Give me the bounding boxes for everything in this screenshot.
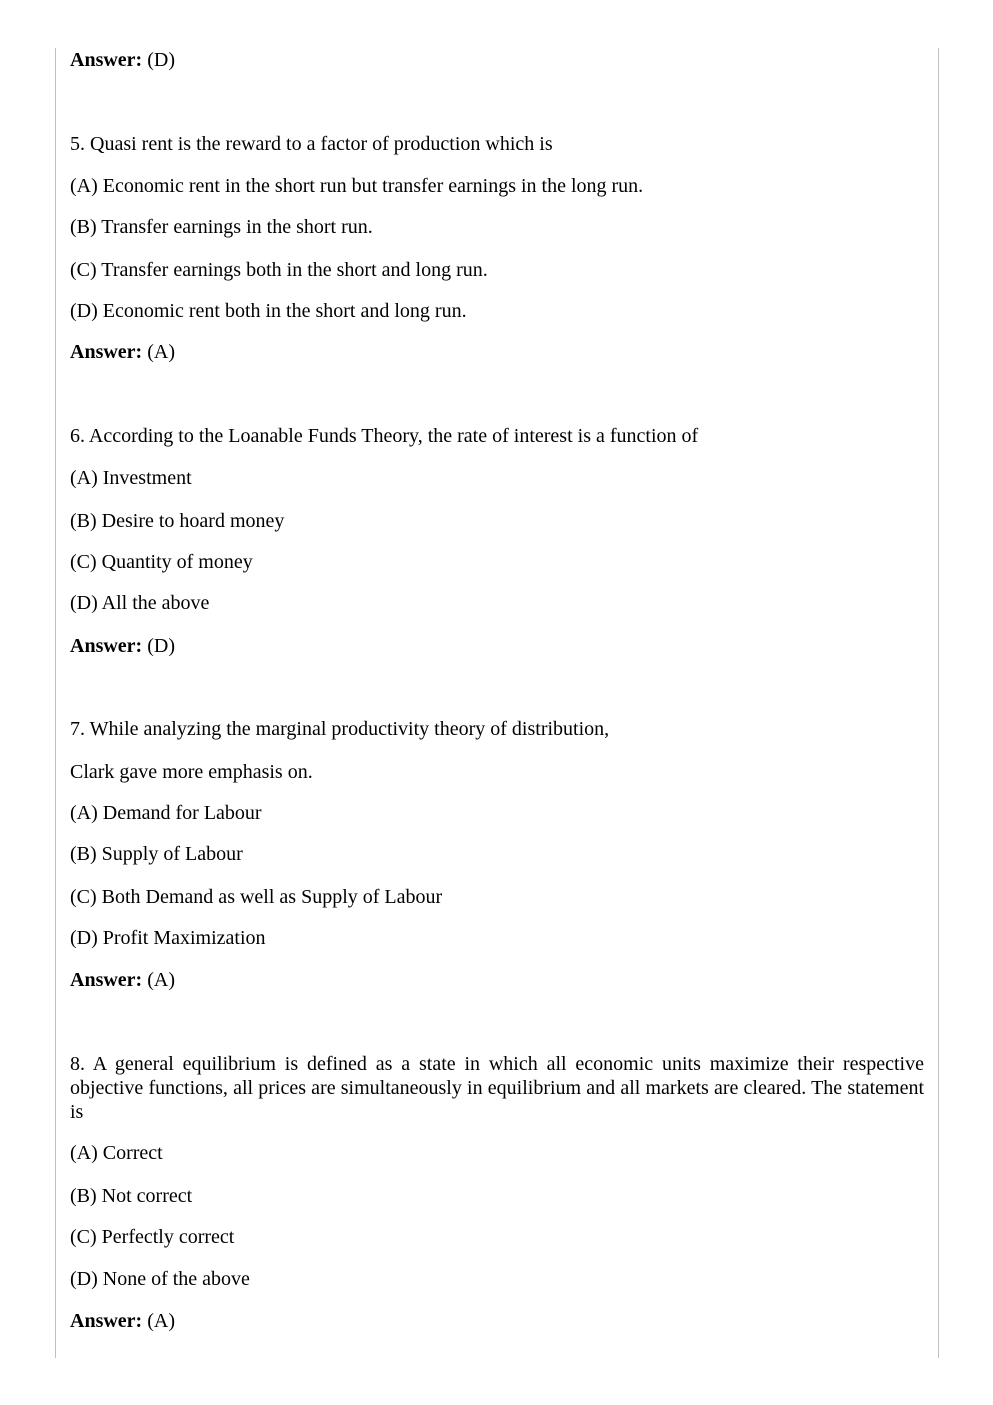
- answer-label: Answer:: [70, 635, 143, 657]
- q8-option-b: (B) Not correct: [70, 1185, 193, 1207]
- q8-option-d: (D) None of the above: [70, 1268, 250, 1290]
- q7-option-d: (D) Profit Maximization: [70, 927, 266, 949]
- question-6: 6. According to the Loanable Funds Theory, the rate of interest is a function of: [70, 425, 699, 447]
- answer-line: [70, 340, 175, 364]
- q5-option-a: (A) Economic rent in the short run but transfer earnings in the long run.: [70, 175, 644, 197]
- question-7-line-1: 7. While analyzing the marginal productivity theory of distribution,: [70, 718, 610, 740]
- q8-option-c: (C) Perfectly correct: [70, 1226, 235, 1248]
- answer-line: [70, 968, 175, 992]
- q5-option-d: (D) Economic rent both in the short and long run.: [70, 300, 467, 322]
- answer-value: (A): [147, 341, 175, 363]
- answer-line: [70, 634, 175, 658]
- q6-option-a: (A) Investment: [70, 467, 192, 489]
- answer-label: Answer:: [70, 969, 143, 991]
- question-8: 8. A general equilibrium is defined as a state in which all economic units maximize their respective objective functions, all prices are simultaneously in equilibrium and all markets are cleared. The statement is: [70, 1053, 924, 1123]
- answer-value: (A): [147, 1310, 175, 1332]
- answer-label: Answer:: [70, 1310, 143, 1332]
- question-5: 5. Quasi rent is the reward to a factor of production which is: [70, 133, 553, 155]
- q7-option-c: (C) Both Demand as well as Supply of Labour: [70, 886, 443, 908]
- q8-option-a: (A) Correct: [70, 1142, 163, 1164]
- q5-option-c: (C) Transfer earnings both in the short and long run.: [70, 259, 488, 281]
- question-7-line-2: Clark gave more emphasis on.: [70, 761, 313, 783]
- left-margin-rule: [55, 48, 56, 1358]
- answer-value: (A): [147, 969, 175, 991]
- answer-label: Answer:: [70, 341, 143, 363]
- answer-line: [70, 1309, 175, 1333]
- q5-option-b: (B) Transfer earnings in the short run.: [70, 216, 373, 238]
- q7-option-b: (B) Supply of Labour: [70, 843, 243, 865]
- answer-label: Answer:: [70, 49, 143, 71]
- q7-option-a: (A) Demand for Labour: [70, 802, 262, 824]
- answer-line: [70, 48, 175, 72]
- q6-option-d: (D) All the above: [70, 592, 210, 614]
- right-margin-rule: [938, 48, 939, 1358]
- answer-value: (D): [147, 635, 175, 657]
- q6-option-b: (B) Desire to hoard money: [70, 510, 285, 532]
- q6-option-c: (C) Quantity of money: [70, 551, 253, 573]
- answer-value: (D): [147, 49, 175, 71]
